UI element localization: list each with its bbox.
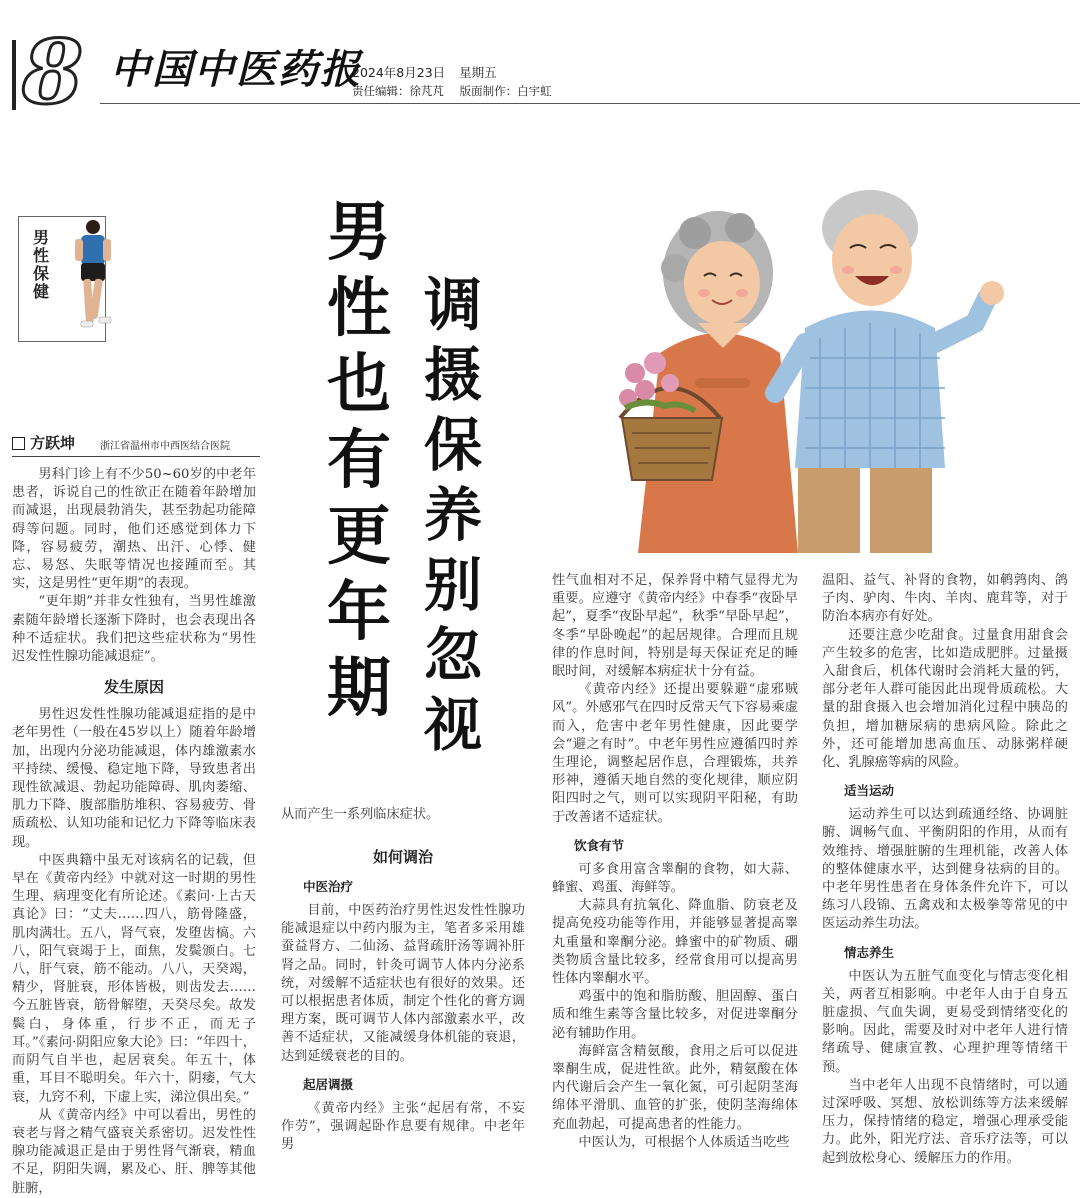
date-text: 2024年8月23日 [352, 65, 446, 80]
paragraph: “更年期”并非女性独有，当男性雄激素随年龄增长逐渐下降时，也会表现出各种不适症状。我们把这些症状称为“男性迟发性性腺功能减退症”。 [12, 594, 256, 665]
masthead [0, 0, 1080, 124]
runner-illustration [59, 217, 119, 343]
paragraph-continued: 从而产生一系列临床症状。 [281, 807, 440, 822]
paragraph: 鸡蛋中的饱和脂肪酸、胆固醇、蛋白质和维生素等含量比较多，对促进睾酮分泌有辅助作用。 [552, 989, 798, 1041]
article-column-2-continuation [281, 806, 525, 830]
subheading-diet: 饮食有节 [574, 837, 625, 853]
column-label: 男性保健 [33, 228, 50, 301]
paragraph: 中医认为五脏气血变化与情志变化相关，两者互相影响。中老年人由于自身五脏虚损、气血失调，更易受到情绪变化的影响。因此，需要及时对中老年人进行情绪疏导、健康宣教、心理护理等情绪干预。 [822, 968, 1068, 1075]
masthead-rule [100, 103, 1080, 104]
paragraph: 可多食用富含睾酮的食物，如大蒜、蜂蜜、鸡蛋、海鲜等。 [552, 861, 798, 896]
paragraph-continued: 温阳、益气、补肾的食物，如鹌鹑肉、鸽子肉、驴肉、牛肉、羊肉、鹿茸等，对于防治本病亦有好处。 [822, 573, 1068, 625]
designer-text: 版面制作：白宇虹 [459, 84, 552, 98]
headline-main: 男性也有更年期 [327, 195, 391, 726]
editor-credits [352, 83, 564, 99]
paragraph-continued: 性气血相对不足，保养肾中精气显得尤为重要。应遵守《黄帝内经》中春季“夜卧早起”，夏季“夜卧早起”，秋季“早卧早起”，冬季“早卧晚起”的起居规律。合理而且规律的作息时间，特别是每天保证充足的睡眠时间，对缓解本病症状十分有益。 [552, 573, 798, 680]
paragraph: 运动养生可以达到疏通经络、协调脏腑、调畅气血、平衡阴阳的作用，从而有效维持、增强脏腑的生理机能，改善人体的整体健康水平，达到健身祛病的目的。中老年男性患者在身体条件允许下，可以练习八段锦、五禽戏和太极拳等常见的中医运动养生功法。 [822, 807, 1068, 932]
page-number: 8 [22, 20, 84, 124]
subheading-tcm-treatment: 中医治疗 [303, 879, 354, 894]
newspaper-name: 中国中医药报 [110, 46, 362, 93]
paragraph: 大蒜具有抗氧化、降血脂、防衰老及提高免疫功能等作用，并能够显著提高睾丸重量和睾酮分泌。蜂蜜中的矿物质、硼类物质含量比较多，经常食用可以提高男性体内睾酮水平。 [552, 898, 798, 987]
paragraph: 男科门诊上有不少50~60岁的中老年患者，诉说自己的性欲正在随着年龄增加而减退，出现晨勃消失，甚至勃起功能障碍等问题。同时，他们还感觉到体力下降，容易疲劳，潮热、出汗、心悸、健忘、易怒、失眠等情况也接踵而至。其实，这是男性“更年期”的表现。 [12, 467, 256, 592]
byline [12, 432, 262, 458]
article-column-2 [281, 836, 525, 1156]
paragraph: 目前，中医药治疗男性迟发性性腺功能减退症以中药内服为主，笔者多采用雄蚕益肾方、二仙汤、益肾疏肝汤等调补肝肾之品。同时，针灸可调节人体内分泌系统，对缓解不适症状也有很好的效果。还可以根据患者体质，制定个性化的膏方调理方案，既可调节人体内部激素水平，改善不适症状，又能减缓身体机能的衰退，达到延缓衰老的目的。 [281, 903, 525, 1064]
section-heading-cause: 发生原因 [103, 678, 164, 697]
elderly-couple-illustration [600, 178, 1030, 553]
author-name: 方跃坤 [30, 434, 76, 452]
paragraph: 还要注意少吃甜食。过量食用甜食会产生较多的危害，比如造成肥胖。过量摄入甜食后，机体代谢时会消耗大量的钙，部分老年人群可能因此出现骨质疏松。大量的甜食摄入也会增加消化过程中胰岛的负担，增加糖尿病的患病风险。除此之外，还可能增加患高血压、动脉粥样硬化、乳腺癌等病的风险。 [822, 627, 1068, 771]
article-column-3 [552, 572, 798, 1156]
paragraph: 海鲜富含精氨酸，食用之后可以促进睾酮生成，促进性欲。此外，精氨酸在体内代谢后会产生一氧化氮，可引起阴茎海绵体平滑肌、血管的扩张，使阴茎海绵体充血勃起，可提高患者的性能力。 [552, 1043, 798, 1132]
grandpa-figure [775, 190, 1004, 553]
paragraph: 当中老年人出现不良情绪时，可以通过深呼吸、冥想、放松训练等方法来缓解压力，保持情绪的稳定，增强心理承受能力。此外，阳光疗法、音乐疗法等，可以起到放松身心、缓解压力的作用。 [822, 1077, 1068, 1166]
paragraph: 中医认为，可根据个人体质适当吃些 [578, 1134, 790, 1150]
paragraph: 中医典籍中虽无对该病名的记载，但早在《黄帝内经》中就对这一时期的男性生理、病理变化有所论述。《素问·上古天真论》曰：“丈夫……四八，筋骨隆盛，肌肉满壮。五八，肾气衰，发堕齿槁。六八，阳气衰竭于上，面焦，发鬓颁白。七八，肝气衰，筋不能动。八八，天癸竭，精少，肾脏衰，形体皆极，则齿发去……今五脏皆衰，筋骨解堕，天癸尽矣。故发鬓白，身体重，行步不正，而无子耳。”《素问·阴阳应象大论》曰：“年四十，而阴气自半也，起居衰矣。年五十，体重，耳目不聪明矣。年六十，阴痿，气大衰，九窍不利，下虚上实，涕泣俱出矣。” [12, 852, 256, 1105]
article-column-1 [12, 466, 256, 1196]
page-number-bar [12, 40, 16, 110]
subheading-exercise: 适当运动 [844, 783, 895, 799]
byline-box-icon [12, 437, 25, 450]
article-column-4 [822, 572, 1068, 1166]
paragraph: 《黄帝内经》还提出要躲避“虚邪贼风”。外感邪气在四时反常天气下容易乘虚而入，危害中老年男性健康，因此要学会“避之有时”。中老年男性应遵循四时养生理论，调整起居作息，合理锻炼，共养形神，遵循天地自然的变化规律，顺应阴阳四时之气，则可以实现阴平阳秘，有助于改善诸不适症状。 [552, 682, 798, 825]
editor-text: 责任编辑：徐芃芃 [352, 84, 444, 98]
paragraph: 男性迟发性性腺功能减退症指的是中老年男性（一般在45岁以上）随着年龄增加，出现内分泌功能减退，体内雄激素水平持续、缓慢、稳定地下降，导致患者出现性欲减退、勃起功能障碍、肌肉萎缩、肌力下降、腹部脂肪堆积、容易疲劳、骨质疏松、认知功能和记忆力下降等临床表现。 [12, 707, 256, 850]
paragraph: 从《黄帝内经》中可以看出，男性的衰老与肾之精气盛衰关系密切。迟发性性腺功能减退正是由于男性肾气渐衰，精血不足，阴阳失调，累及心、肝、脾等其他脏腑， [12, 1107, 256, 1196]
headline-sub: 调摄保养别忽视 [423, 271, 482, 759]
subheading-emotion: 情志养生 [844, 944, 895, 960]
subheading-daily-life: 起居调摄 [303, 1076, 354, 1092]
column-badge [18, 216, 106, 342]
author-org: 浙江省温州市中西医结合医院 [100, 441, 230, 452]
byline-rule [12, 456, 260, 457]
section-heading-treatment: 如何调治 [372, 848, 433, 866]
paragraph: 《黄帝内经》主张“起居有常，不妄作劳”，强调起卧作息要有规律。中老年男 [281, 1100, 525, 1153]
weekday-text: 星期五 [459, 65, 497, 80]
issue-date [352, 63, 507, 81]
